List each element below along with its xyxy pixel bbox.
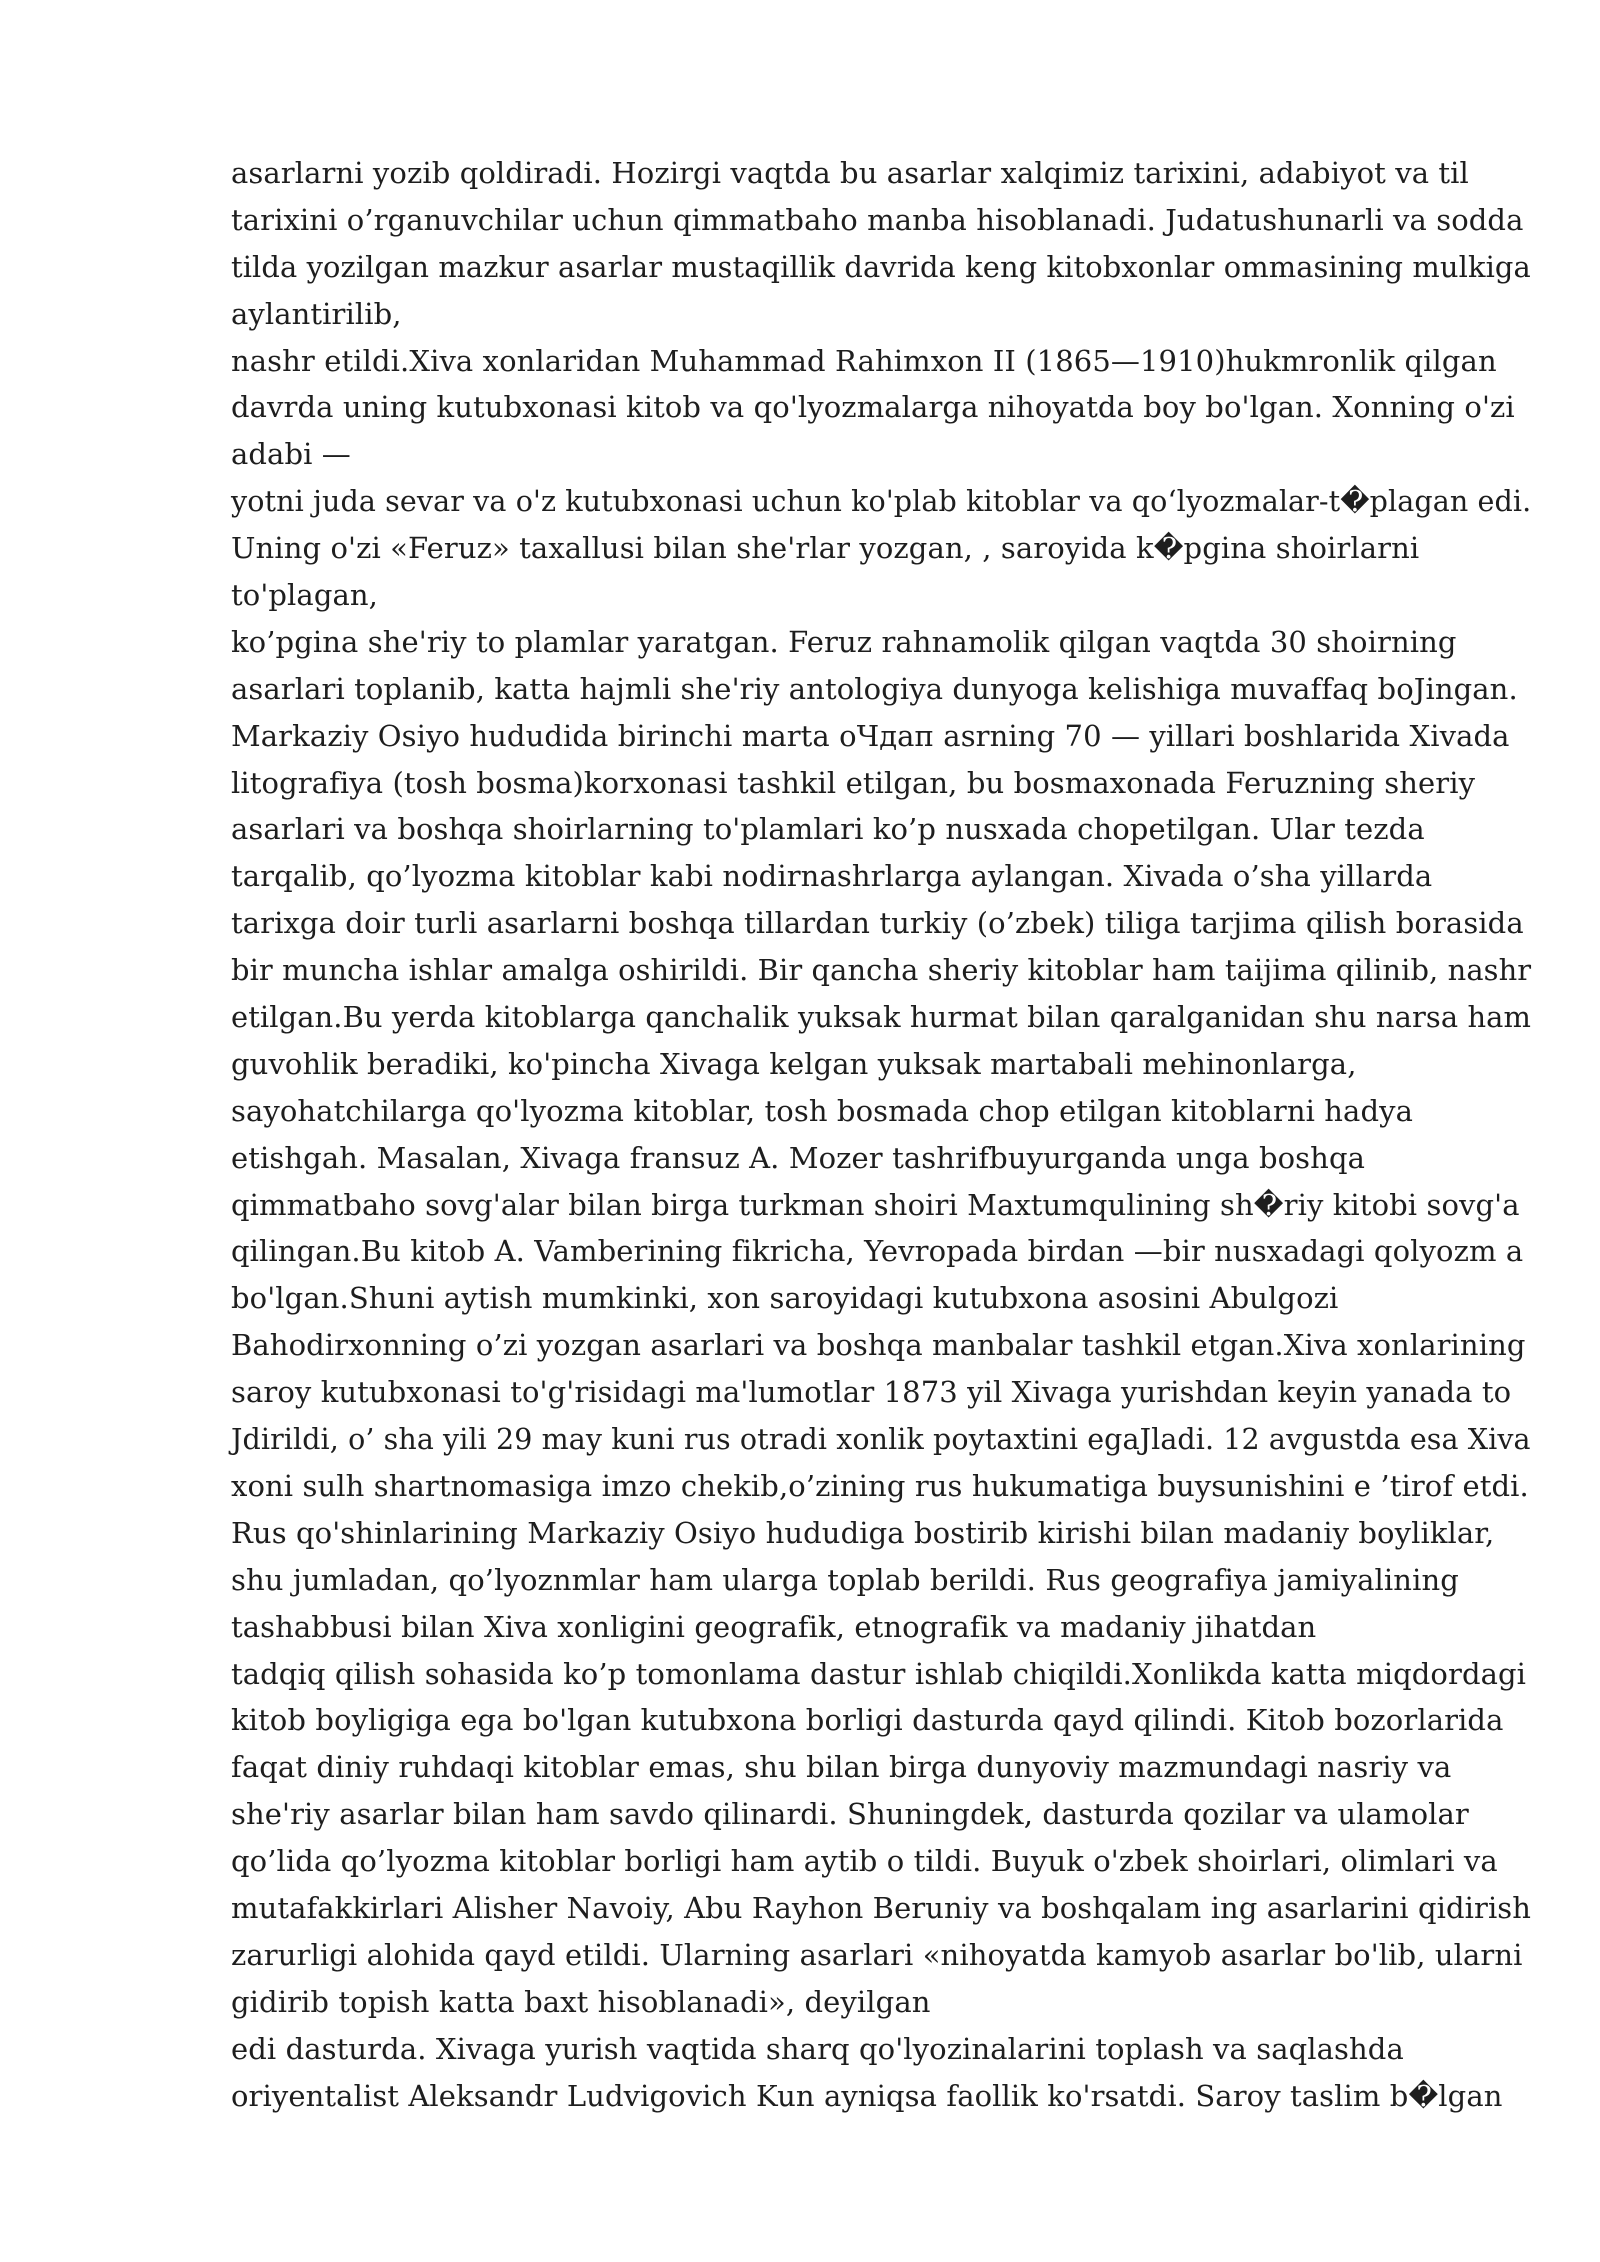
text-line: adabi —	[231, 437, 351, 472]
text-line: saroy kutubxonasi to'g'risidagi ma'lumotlar 1873 yil Xivaga yurishdan keyin yanada to	[231, 1375, 1512, 1410]
text-line: tarqalib, qo’lyozma kitoblar kabi nodirnashrlarga aylangan. Xivada o’sha yillarda	[231, 859, 1433, 894]
text-line: nashr etildi.Xiva xonlaridan Muhammad Rahimxon II (1865—1910)hukmronlik qilgan	[231, 343, 1497, 378]
text-line: Markaziy Osiyo hududida birinchi marta оЧдап asrning 70 — yillari boshlarida Xivada	[231, 718, 1510, 753]
text-line: Jdirildi, o’ sha yili 29 may kuni rus otradi xonlik poytaxtini egaJladi. 12 avgustda esa Xiva	[231, 1422, 1531, 1457]
text-line: mutafakkirlari Alisher Navoiy, Abu Rayhon Beruniy va boshqalam ing asarlarini qidirish	[231, 1890, 1532, 1925]
text-line: xoni sulh shartnomasiga imzo chekib,o’zining rus hukumatiga buysunishini e ’tirof etdi.	[231, 1468, 1529, 1503]
text-line: tarixini o’rganuvchilar uchun qimmatbaho manba hisoblanadi. Judatushunarli va sodda	[231, 202, 1524, 237]
text-line: bir muncha ishlar amalga oshirildi. Bir qancha sheriy kitoblar ham taijima qilinib, nashr	[231, 953, 1532, 988]
text-line: faqat diniy ruhdaqi kitoblar emas, shu bilan birga dunyoviy mazmundagi nasriy va	[231, 1750, 1452, 1785]
text-line: ko’pgina she'riy to plamlar yaratgan. Feruz rahnamolik qilgan vaqtda 30 shoirning	[231, 624, 1457, 659]
text-line: asarlari va boshqa shoirlarning to'plamlari ko’p nusxada chopetilgan. Ular tezda	[231, 812, 1425, 847]
text-line: sayohatchilarga qo'lyozma kitoblar, tosh bosmada chop etilgan kitoblarni hadya	[231, 1093, 1413, 1128]
text-line: oriyentalist Aleksandr Ludvigovich Kun ayniqsa faollik ko'rsatdi. Saroy taslim b�lgan	[231, 2078, 1503, 2113]
text-line: yotni juda sevar va o'z kutubxonasi uchun ko'plab kitoblar va qo‘lyozmalar-t�plagan edi.	[231, 484, 1532, 519]
text-line: Bahodirxonning o’zi yozgan asarlari va boshqa manbalar tashkil etgan.Xiva xonlarining	[231, 1328, 1526, 1363]
text-line: she'riy asarlar bilan ham savdo qilinardi. Shuningdek, dasturda qozilar va ulamolar	[231, 1797, 1469, 1832]
text-line: zarurligi alohida qayd etildi. Ularning asarlari «nihoyatda kamyob asarlar bo'lib, ularni	[231, 1937, 1523, 1972]
text-line: tadqiq qilish sohasida ko’p tomonlama dastur ishlab chiqildi.Xonlikda katta miqdordagi	[231, 1656, 1527, 1691]
text-line: davrda uning kutubxonasi kitob va qo'lyozmalarga nihoyatda boy bo'lgan. Xonning o'zi	[231, 390, 1515, 425]
text-line: Uning o'zi «Feruz» taxallusi bilan she'rlar yozgan, , saroyida k�pgina shoirlarni	[231, 531, 1420, 566]
text-line: tarixga doir turli asarlarni boshqa tillardan turkiy (o’zbek) tiliga tarjima qilish borasida	[231, 906, 1524, 941]
text-line: kitob boyligiga ega bo'lgan kutubxona borligi dasturda qayd qilindi. Kitob bozorlarida	[231, 1703, 1504, 1738]
text-line: tashabbusi bilan Xiva xonligini geografik, etnografik va madaniy jihatdan	[231, 1609, 1317, 1644]
text-line: shu jumladan, qo’lyoznmlar ham ularga toplab berildi. Rus geografiya jamiyalining	[231, 1562, 1459, 1597]
text-line: Rus qo'shinlarining Markaziy Osiyo hududiga bostirib kirishi bilan madaniy boyliklar,	[231, 1515, 1495, 1550]
text-line: gidirib topish katta baxt hisoblanadi», deyilgan	[231, 1984, 931, 2019]
text-line: etishgah. Masalan, Xivaga fransuz A. Mozer tashrifbuyurganda unga boshqa	[231, 1140, 1365, 1175]
text-line: qo’lida qo’lyozma kitoblar borligi ham aytib o tildi. Buyuk o'zbek shoirlari, olimlari va	[231, 1844, 1498, 1879]
text-line: asarlari toplanib, katta hajmli she'riy antologiya dunyoga kelishiga muvaffaq boJingan.	[231, 671, 1518, 706]
text-line: qilingan.Bu kitob A. Vamberining fikricha, Yevropada birdan —bir nusxadagi qolyozm a	[231, 1234, 1524, 1269]
text-line: edi dasturda. Xivaga yurish vaqtida sharq qo'lyozinalarini toplash va saqlashda	[231, 2031, 1404, 2066]
text-line: bo'lgan.Shuni aytish mumkinki, xon saroyidagi kutubxona asosini Abulgozi	[231, 1281, 1339, 1316]
body-text	[231, 150, 1531, 2119]
text-line: asarlarni yozib qoldiradi. Hozirgi vaqtda bu asarlar xalqimiz tarixini, adabiyot va til	[231, 156, 1469, 190]
text-line: guvohlik beradiki, ko'pincha Xivaga kelgan yuksak martabali mehinonlarga,	[231, 1046, 1357, 1081]
text-line: tilda yozilgan mazkur asarlar mustaqillik davrida keng kitobxonlar ommasining mulkiga	[231, 249, 1531, 284]
text-line: to'plagan,	[231, 578, 378, 613]
text-line: aylantirilib,	[231, 296, 402, 331]
text-line: etilgan.Bu yerda kitoblarga qanchalik yuksak hurmat bilan qaralganidan shu narsa ham	[231, 1000, 1532, 1035]
text-line: qimmatbaho sovg'alar bilan birga turkman shoiri Maxtumqulining sh�riy kitobi sovg'a	[231, 1187, 1520, 1222]
text-line: litografiya (tosh bosma)korxonasi tashkil etilgan, bu bosmaxonada Feruzning sheriy	[231, 765, 1476, 800]
